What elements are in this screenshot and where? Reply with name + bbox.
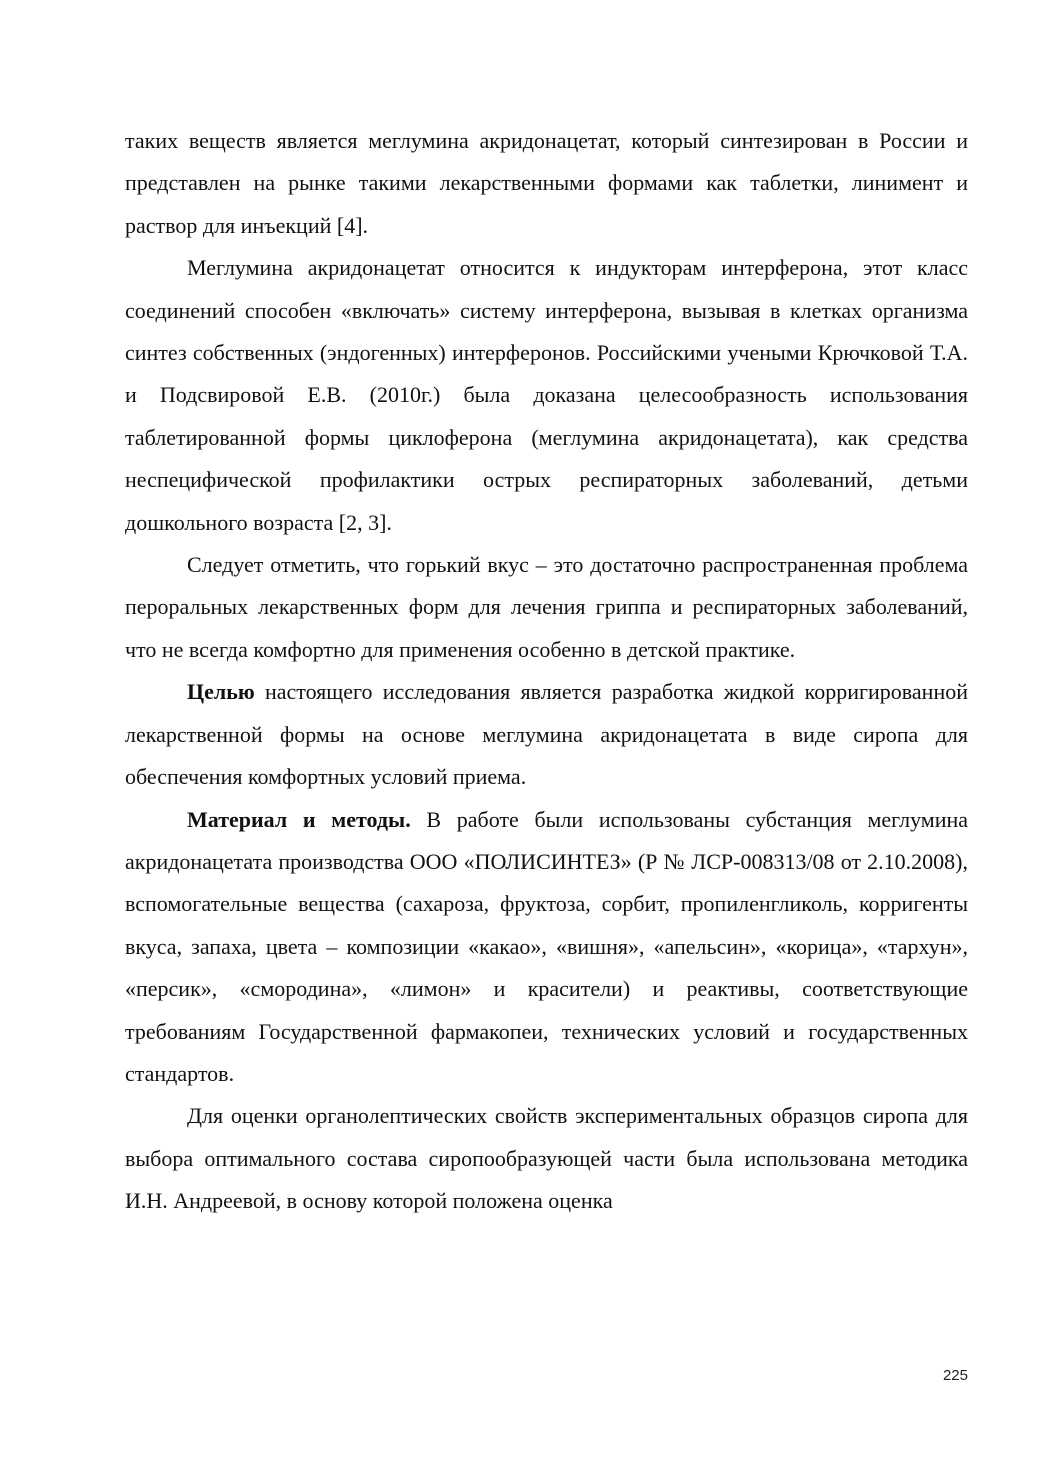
materials-methods-heading: Материал и методы. [187,806,411,832]
paragraph-interferon-inductor: Меглумина акридонацетат относится к индукторам интерферона, этот класс соединений способен «включать» систему интерферона, вызывая в клетках организма синтез собственных (эндогенных) интерферонов. Российскими учеными Крючковой Т.А. и Подсвировой Е.В. (2010г.) была доказана целесообразность использования таблетированной формы циклоферона (меглумина акридонацетата), как средства неспецифической профилактики острых респираторных заболеваний, детьми дошкольного возраста [2, 3]. [125,255,968,535]
page-number: 225 [942,1367,968,1384]
document-page [125,120,968,1223]
paragraph-materials-methods [125,799,968,1096]
paragraph-goal [125,671,968,798]
paragraph-bitter-taste: Следует отметить, что горький вкус – это достаточно распространенная проблема пероральных лекарственных форм для лечения гриппа и респираторных заболеваний, что не всегда комфортно для применения особенно в детской практике. [125,552,968,662]
paragraph-continuation: таких веществ является меглумина акридонацетат, который синтезирован в России и представлен на рынке такими лекарственными формами как таблетки, линимент и раствор для инъекций [4]. [125,128,968,238]
goal-text: настоящего исследования является разработка жидкой корригированной лекарственной формы на основе меглумина акридонацетата в виде сиропа для обеспечения комфортных условий приема. [125,679,968,790]
paragraph-organoleptic: Для оценки органолептических свойств экспериментальных образцов сиропа для выбора оптимального состава сиропообразующей части была использована методика И.Н. Андреевой, в основу которой положена оценка [125,1103,968,1214]
goal-heading: Целью [187,679,255,705]
materials-methods-text: В работе были использованы субстанция меглумина акридонацетата производства ООО «ПОЛИСИНТЕЗ» (Р № ЛСР-008313/08 от 2.10.2008), вспомогательные вещества (сахароза, фруктоза, сорбит, пропиленгликоль, корригенты вкуса, запаха, цвета – композиции «какао», «вишня», «апельсин», «корица», «тархун», «персик», «смородина», «лимон» и красители) и реактивы, соответствующие требованиям Государственной фармакопеи, технических условий и государственных стандартов. [125,806,969,1086]
